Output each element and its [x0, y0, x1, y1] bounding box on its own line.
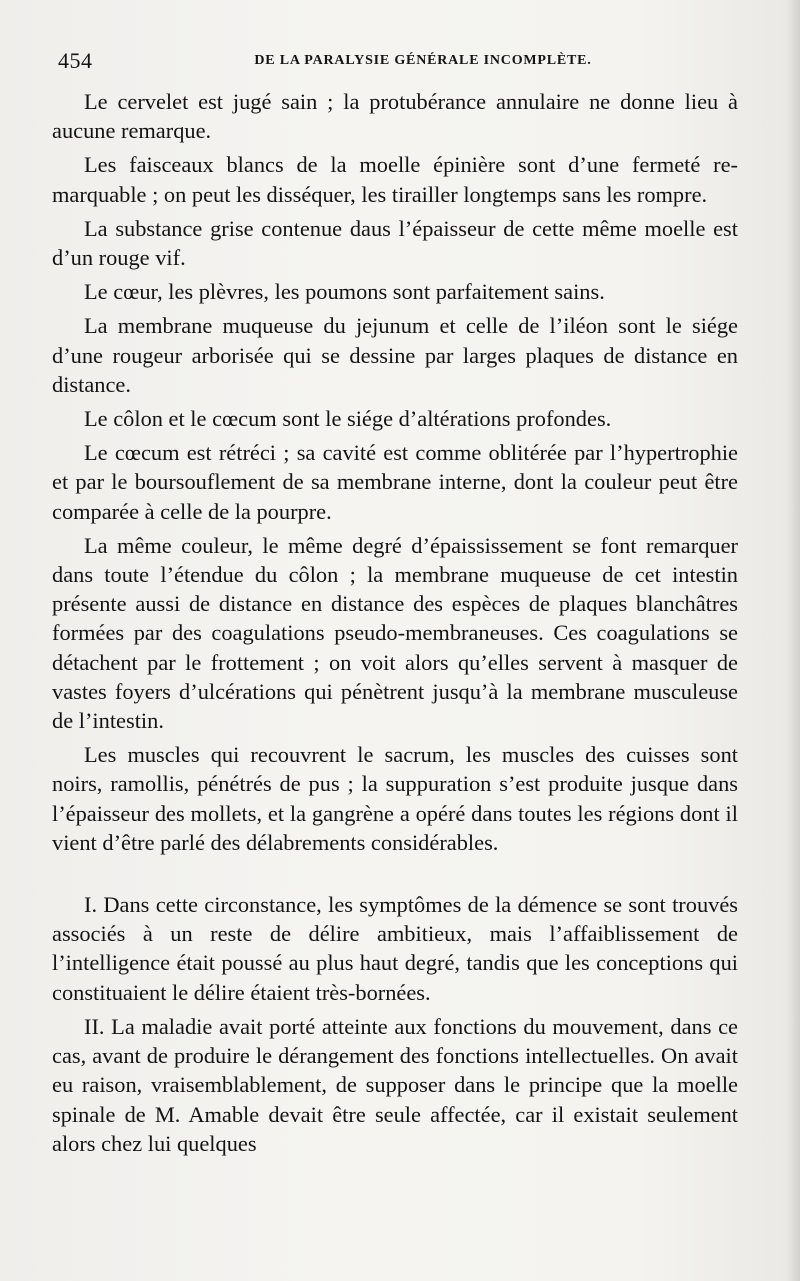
running-title: DE LA PARALYSIE GÉNÉRALE INCOMPLÈTE.: [254, 53, 592, 68]
paragraph-observation-i: I. Dans cette circonstance, les symptômes de la démence se sont trouvés associés à un reste de délire ambitieux, mais l’affaiblissement de l’intelligence était poussé au plus haut degré, tandis que les conceptions qui constituaient le délire étaient très-bornées.: [52, 892, 738, 1005]
paragraph-membrane-muqueuse: La membrane muqueuse du jejunum et celle de l’iléon sont le siége d’une rougeur arborisée qui se dessine par larges plaques de distance en distance.: [52, 313, 738, 397]
paragraph-cervelet: Le cervelet est jugé sain ; la protubérance annulaire ne donne lieu à aucune remarque.: [52, 89, 738, 144]
paragraph-colon-coecum: Le côlon et le cœcum sont le siége d’altérations profondes.: [84, 406, 612, 432]
page-edge-shadow: [786, 0, 800, 1281]
paragraph-observation-ii: II. La maladie avait porté atteinte aux fonctions du mouvement, dans ce cas, avant de produire le dérangement des fonctions intellectuelles. On avait eu raison, vraisemblablement, de supposer dans le principe que la moelle spinale de M. Amable devait être seule affectée, car il existait seulement alors chez lui quelques: [52, 1013, 738, 1156]
paragraph-substance-grise: La substance grise contenue daus l’épaisseur de cette même moelle est d’un rouge vif.: [52, 215, 738, 271]
running-header: [58, 50, 748, 72]
paragraph-faisceaux: Les faisceaux blancs de la moelle épinière sont d’une fermeté remarquable ; on peut les disséquer, les tirailler longtemps sans les rompre.: [52, 152, 738, 207]
page-body: [52, 87, 738, 1158]
paragraph-meme-couleur: La même couleur, le même degré d’épaississement se font remarquer dans toute l’étendue du côlon ; la membrane muqueuse de cet intestin présente aussi de distance en distance des espèces de plaques blanchâtres formées par des coagulations pseudo-membraneuses. Ces coagulations se détachent par le frottement ; on voit alors qu’elles servent à masquer de vastes foyers d’ulcérations qui pénètrent jusqu’à la membrane musculeuse de l’intestin.: [52, 532, 738, 734]
paragraph-coecum-retreci: Le cœcum est rétréci ; sa cavité est comme oblitérée par l’hypertrophie et par le boursouflement de sa membrane interne, dont la couleur peut être comparée à celle de la pourpre.: [52, 440, 738, 524]
paragraph-coeur: Le cœur, les plèvres, les poumons sont parfaitement sains.: [84, 279, 605, 305]
page-number: 454: [58, 48, 93, 73]
paragraph-muscles: Les muscles qui recouvrent le sacrum, les muscles des cuisses sont noirs, ramollis, pénétrés de pus ; la suppuration s’est produite jusque dans l’épaisseur des mollets, et la gangrène a opéré dans toutes les régions dont il vient d’être parlé des délabrements considérables.: [52, 742, 738, 855]
